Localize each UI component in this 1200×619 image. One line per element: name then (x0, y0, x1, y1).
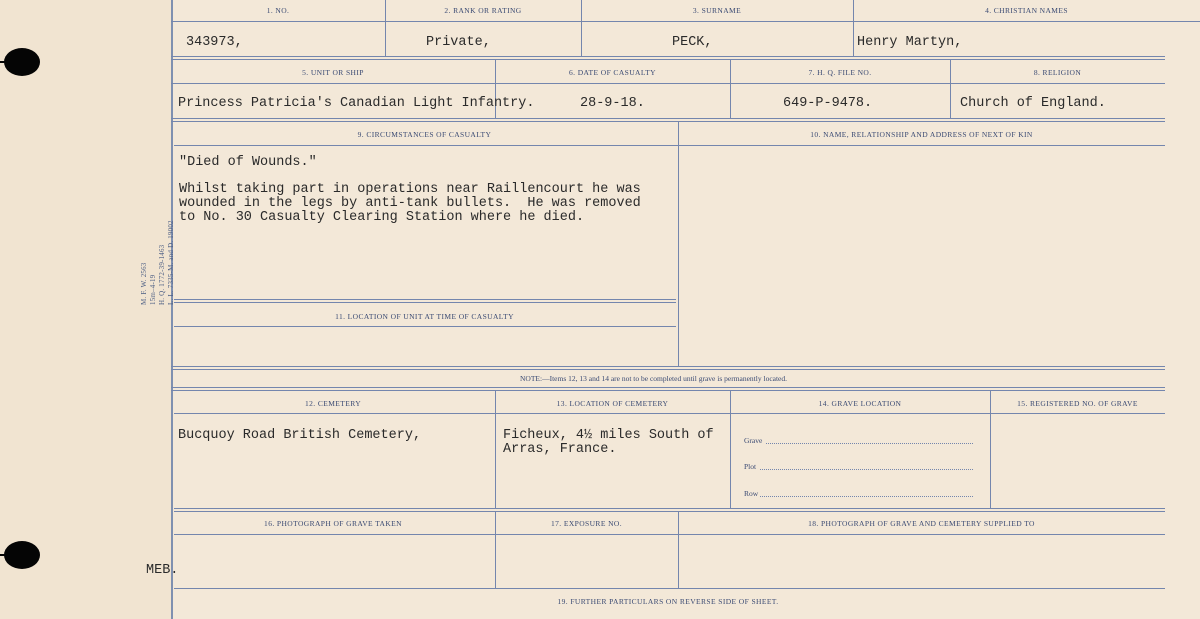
header-photograph-supplied: 18. PHOTOGRAPH OF GRAVE AND CEMETERY SUPPLIED TO (808, 519, 1035, 528)
rank: Private, (426, 35, 491, 50)
header-further-particulars: 19. FURTHER PARTICULARS ON REVERSE SIDE OF SHEET. (557, 597, 779, 606)
header-date: 6. DATE OF CASUALTY (569, 68, 656, 77)
unit: Princess Patricia's Canadian Light Infantry. (178, 96, 535, 111)
date-of-casualty: 28-9-18. (580, 96, 645, 111)
cemetery: Bucquoy Road British Cemetery, (178, 428, 422, 443)
note-items-12-14: NOTE:—Items 12, 13 and 14 are not to be completed until grave is permanently located. (520, 374, 788, 383)
header-circumstances: 9. CIRCUMSTANCES OF CASUALTY (357, 130, 492, 139)
punch-hole-bottom (4, 541, 40, 569)
header-grave-location: 14. GRAVE LOCATION (818, 399, 902, 408)
row-label: Row (744, 489, 759, 498)
clerk-initials: MEB. (146, 563, 179, 578)
circumstances-title: "Died of Wounds." (179, 155, 317, 170)
header-unit-location: 11. LOCATION OF UNIT AT TIME OF CASUALTY (335, 312, 514, 321)
left-margin (0, 0, 173, 619)
plot-label: Plot (744, 462, 757, 471)
header-rank: 2. RANK OR RATING (444, 6, 522, 15)
form-print-code (140, 185, 176, 305)
print-code-line: 15m–4-19 (149, 274, 157, 305)
cemetery-location: Ficheux, 4½ miles South of Arras, France. (503, 428, 714, 457)
header-christian-names: 4. CHRISTIAN NAMES (985, 6, 1068, 15)
header-religion: 8. RELIGION (1033, 68, 1082, 77)
grave-label: Grave (744, 436, 763, 445)
print-code-line: H. Q. 1772-39-1463 (158, 244, 166, 305)
header-registered-no: 15. REGISTERED NO. OF GRAVE (1017, 399, 1138, 408)
circumstances-body: Whilst taking part in operations near Raillencourt he was wounded in the legs by anti-tank bullets. He was removed to No. 30 Casualty Clearing Station where he died. (179, 182, 641, 225)
religion: Church of England. (960, 96, 1106, 111)
punch-hole-top (4, 48, 40, 76)
christian-names: Henry Martyn, (857, 35, 963, 50)
header-file-no: 7. H. Q. FILE NO. (808, 68, 872, 77)
header-exposure-no: 17. EXPOSURE NO. (551, 519, 622, 528)
header-unit: 5. UNIT OR SHIP (302, 68, 364, 77)
header-number: 1. NO. (266, 6, 290, 15)
print-code-line: L. L. 7335-M. and D. 19002 (167, 220, 175, 305)
print-code-line: M. F. W. 2563 (140, 262, 148, 305)
header-surname: 3. SURNAME (692, 6, 742, 15)
hq-file-no: 649-P-9478. (783, 96, 873, 111)
header-cemetery: 12. CEMETERY (304, 399, 362, 408)
surname: PECK, (672, 35, 713, 50)
header-cemetery-location: 13. LOCATION OF CEMETERY (556, 399, 669, 408)
header-photograph-taken: 16. PHOTOGRAPH OF GRAVE TAKEN (264, 519, 402, 528)
service-number: 343973, (186, 35, 243, 50)
header-next-of-kin: 10. NAME, RELATIONSHIP AND ADDRESS OF NEXT OF KIN (810, 130, 1033, 139)
